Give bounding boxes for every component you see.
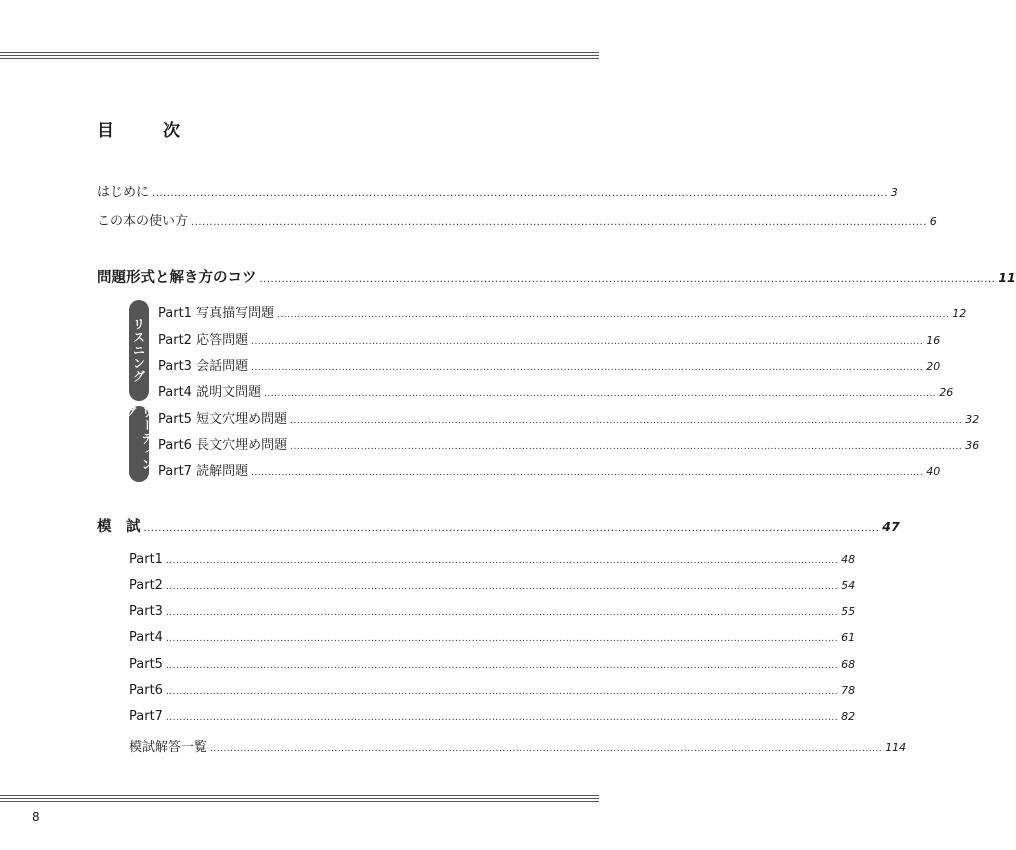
toc-label: 模 試	[97, 519, 141, 535]
toc-page-number: 36	[965, 439, 980, 452]
leader-dots: ........................................................................................................................................................................................................	[165, 634, 839, 644]
toc-entry-mock-part7[interactable]	[129, 709, 856, 724]
toc-page-number: 3	[890, 186, 898, 199]
toc-label: Part7	[129, 709, 163, 724]
bottom-rule	[0, 795, 599, 804]
toc-label: 模試解答一覧	[129, 740, 208, 755]
toc-entry-mock-part4[interactable]	[129, 630, 856, 645]
toc-label: Part2 応答問題	[158, 333, 249, 348]
toc-page-number: 68	[841, 658, 856, 671]
toc-page-number: 6	[929, 215, 937, 228]
leader-dots: ........................................................................................................................................................................................................	[251, 337, 924, 347]
toc-entry-mock-part6[interactable]	[129, 683, 856, 698]
toc-entry-part2[interactable]	[158, 329, 941, 348]
toc-entry-part4[interactable]	[158, 381, 954, 400]
listening-tab-label: リスニング	[131, 318, 146, 383]
toc-entry-part6[interactable]	[158, 434, 980, 453]
leader-dots: ........................................................................................................................................................................................................	[210, 744, 883, 754]
leader-dots: ........................................................................................................................................................................................................	[143, 523, 880, 534]
toc-page-number: 54	[841, 579, 856, 592]
toc-label: Part5 短文穴埋め問題	[158, 412, 288, 427]
toc-page-number: 114	[885, 741, 907, 754]
toc-page-number: 55	[841, 605, 856, 618]
leader-dots: ........................................................................................................................................................................................................	[191, 217, 927, 228]
toc-section-question-types[interactable]	[97, 266, 1016, 287]
toc-entry-how-to-use[interactable]	[97, 210, 937, 229]
toc-page-number: 12	[952, 307, 967, 320]
toc-label: Part4 説明文問題	[158, 385, 262, 400]
page-title: 目 次	[97, 121, 196, 141]
leader-dots: ........................................................................................................................................................................................................	[259, 274, 996, 285]
toc-label: Part4	[129, 630, 163, 645]
leader-dots: ........................................................................................................................................................................................................	[277, 310, 950, 320]
toc-label: Part7 読解問題	[158, 464, 249, 479]
toc-entry-intro[interactable]	[97, 181, 898, 200]
toc-label: はじめに	[97, 185, 150, 200]
page-number: 8	[32, 810, 40, 824]
toc-label: Part3 会話問題	[158, 359, 249, 374]
listening-tab	[129, 300, 149, 401]
leader-dots: ........................................................................................................................................................................................................	[165, 582, 839, 592]
toc-label: Part1 写真描写問題	[158, 306, 275, 321]
leader-dots: ........................................................................................................................................................................................................	[251, 468, 924, 478]
toc-page-number: 16	[926, 334, 941, 347]
toc-label: 問題形式と解き方のコツ	[97, 270, 257, 286]
toc-entry-mock-part1[interactable]	[129, 552, 856, 567]
toc-label: Part1	[129, 552, 163, 567]
toc-page-number: 47	[882, 519, 900, 534]
toc-label: この本の使い方	[97, 214, 189, 229]
toc-entry-part7[interactable]	[158, 460, 941, 479]
toc-label: Part2	[129, 578, 163, 593]
toc-section-mock-test[interactable]	[97, 515, 900, 536]
leader-dots: ........................................................................................................................................................................................................	[290, 442, 963, 452]
toc-page-number: 82	[841, 710, 856, 723]
reading-tab	[123, 406, 154, 482]
toc-entry-part5[interactable]	[158, 408, 980, 427]
toc-page-number: 40	[926, 465, 941, 478]
toc-page-number: 78	[841, 684, 856, 697]
toc-entry-part1[interactable]	[158, 302, 967, 321]
toc-page-number: 11	[998, 270, 1016, 285]
toc-page-number: 48	[841, 553, 856, 566]
leader-dots: ........................................................................................................................................................................................................	[264, 389, 937, 399]
toc-label: Part6	[129, 683, 163, 698]
toc-page-number: 61	[841, 631, 856, 644]
toc-label: Part3	[129, 604, 163, 619]
leader-dots: ........................................................................................................................................................................................................	[165, 608, 839, 618]
toc-label: Part5	[129, 657, 163, 672]
toc-entry-mock-part3[interactable]	[129, 604, 856, 619]
leader-dots: ........................................................................................................................................................................................................	[165, 556, 839, 566]
reading-tab-label: リーディング	[123, 406, 154, 471]
toc-page-number: 20	[926, 360, 941, 373]
leader-dots: ........................................................................................................................................................................................................	[152, 188, 888, 199]
toc-entry-mock-part5[interactable]	[129, 657, 856, 672]
leader-dots: ........................................................................................................................................................................................................	[251, 363, 924, 373]
leader-dots: ........................................................................................................................................................................................................	[165, 661, 839, 671]
toc-entry-mock-part2[interactable]	[129, 578, 856, 593]
toc-page-number: 26	[939, 386, 954, 399]
toc-entry-part3[interactable]	[158, 355, 941, 374]
top-rule	[0, 52, 599, 61]
leader-dots: ........................................................................................................................................................................................................	[290, 416, 963, 426]
toc-entry-mock-answers[interactable]	[129, 736, 907, 755]
leader-dots: ........................................................................................................................................................................................................	[165, 713, 839, 723]
toc-label: Part6 長文穴埋め問題	[158, 438, 288, 453]
leader-dots: ........................................................................................................................................................................................................	[165, 687, 839, 697]
toc-page-number: 32	[965, 413, 980, 426]
